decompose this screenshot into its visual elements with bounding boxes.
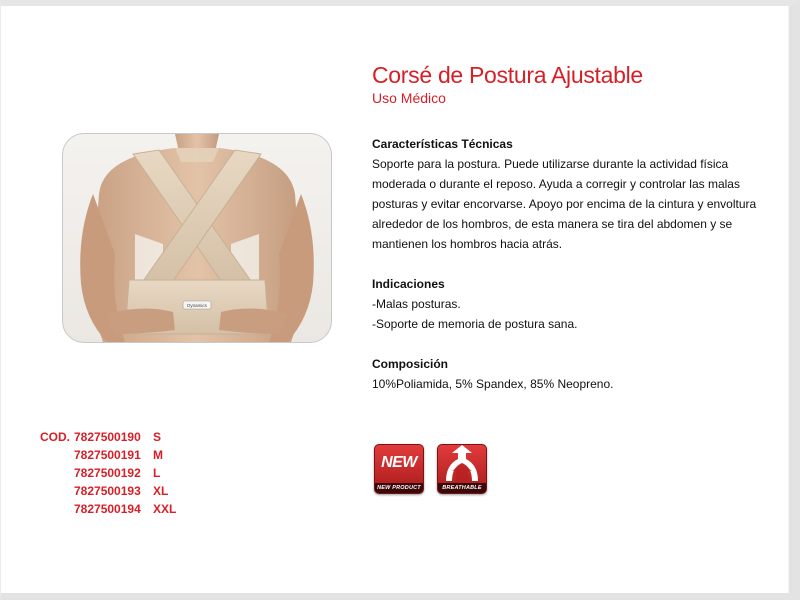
code-number: 7827500191 xyxy=(74,448,141,462)
breathable-badge xyxy=(437,444,487,494)
section-heading: Indicaciones xyxy=(372,277,445,291)
product-codes xyxy=(40,428,176,518)
code-size: M xyxy=(153,448,163,462)
code-size: XXL xyxy=(153,502,177,516)
breathable-badge-caption: BREATHABLE xyxy=(438,483,486,493)
right-hand-shape xyxy=(219,308,287,334)
code-size: L xyxy=(153,466,161,480)
product-photo xyxy=(62,133,332,343)
section-technical xyxy=(372,134,772,254)
code-number: 7827500193 xyxy=(74,484,141,498)
posture-corset-illustration xyxy=(63,134,331,342)
new-badge-caption: NEW PRODUCT xyxy=(375,483,423,493)
brand-label: Dynamics xyxy=(187,303,207,308)
section-text: -Soporte de memoria de postura sana. xyxy=(372,317,578,331)
table-row xyxy=(40,482,176,500)
product-subtitle: Uso Médico xyxy=(372,90,446,106)
section-text: -Malas posturas. xyxy=(372,297,461,311)
section-text: Soporte para la postura. Puede utilizarse durante la actividad física moderada o durante el reposo. Ayuda a corregir y controlar las malas posturas y evitar encorvarse. Apoyo por encima de la cintura y envoltura alrededor de los hombros, de esta manera se tira del abdomen y se mantienen los hombros hacia atrás. xyxy=(372,157,757,251)
table-row xyxy=(40,500,176,518)
new-product-badge xyxy=(374,444,424,494)
code-size: XL xyxy=(153,484,169,498)
section-heading: Composición xyxy=(372,357,449,371)
table-row xyxy=(40,464,176,482)
table-row xyxy=(40,428,176,446)
new-badge-text: NEW xyxy=(381,454,417,471)
code-size: S xyxy=(153,430,162,444)
codes-label: COD. xyxy=(40,430,70,444)
section-heading: Características Técnicas xyxy=(372,137,513,151)
product-details xyxy=(372,134,772,414)
left-hand-shape xyxy=(107,308,175,334)
code-number: 7827500192 xyxy=(74,466,141,480)
code-number: 7827500190 xyxy=(74,430,141,444)
product-title: Corsé de Postura Ajustable xyxy=(372,62,643,88)
section-text: 10%Poliamida, 5% Spandex, 85% Neopreno. xyxy=(372,377,614,391)
codes-table xyxy=(40,428,176,518)
collar-panel xyxy=(175,148,219,162)
breathable-arrows-icon xyxy=(438,445,486,483)
table-row xyxy=(40,446,176,464)
section-composition xyxy=(372,354,772,394)
section-indications xyxy=(372,274,772,334)
code-number: 7827500194 xyxy=(74,502,141,516)
